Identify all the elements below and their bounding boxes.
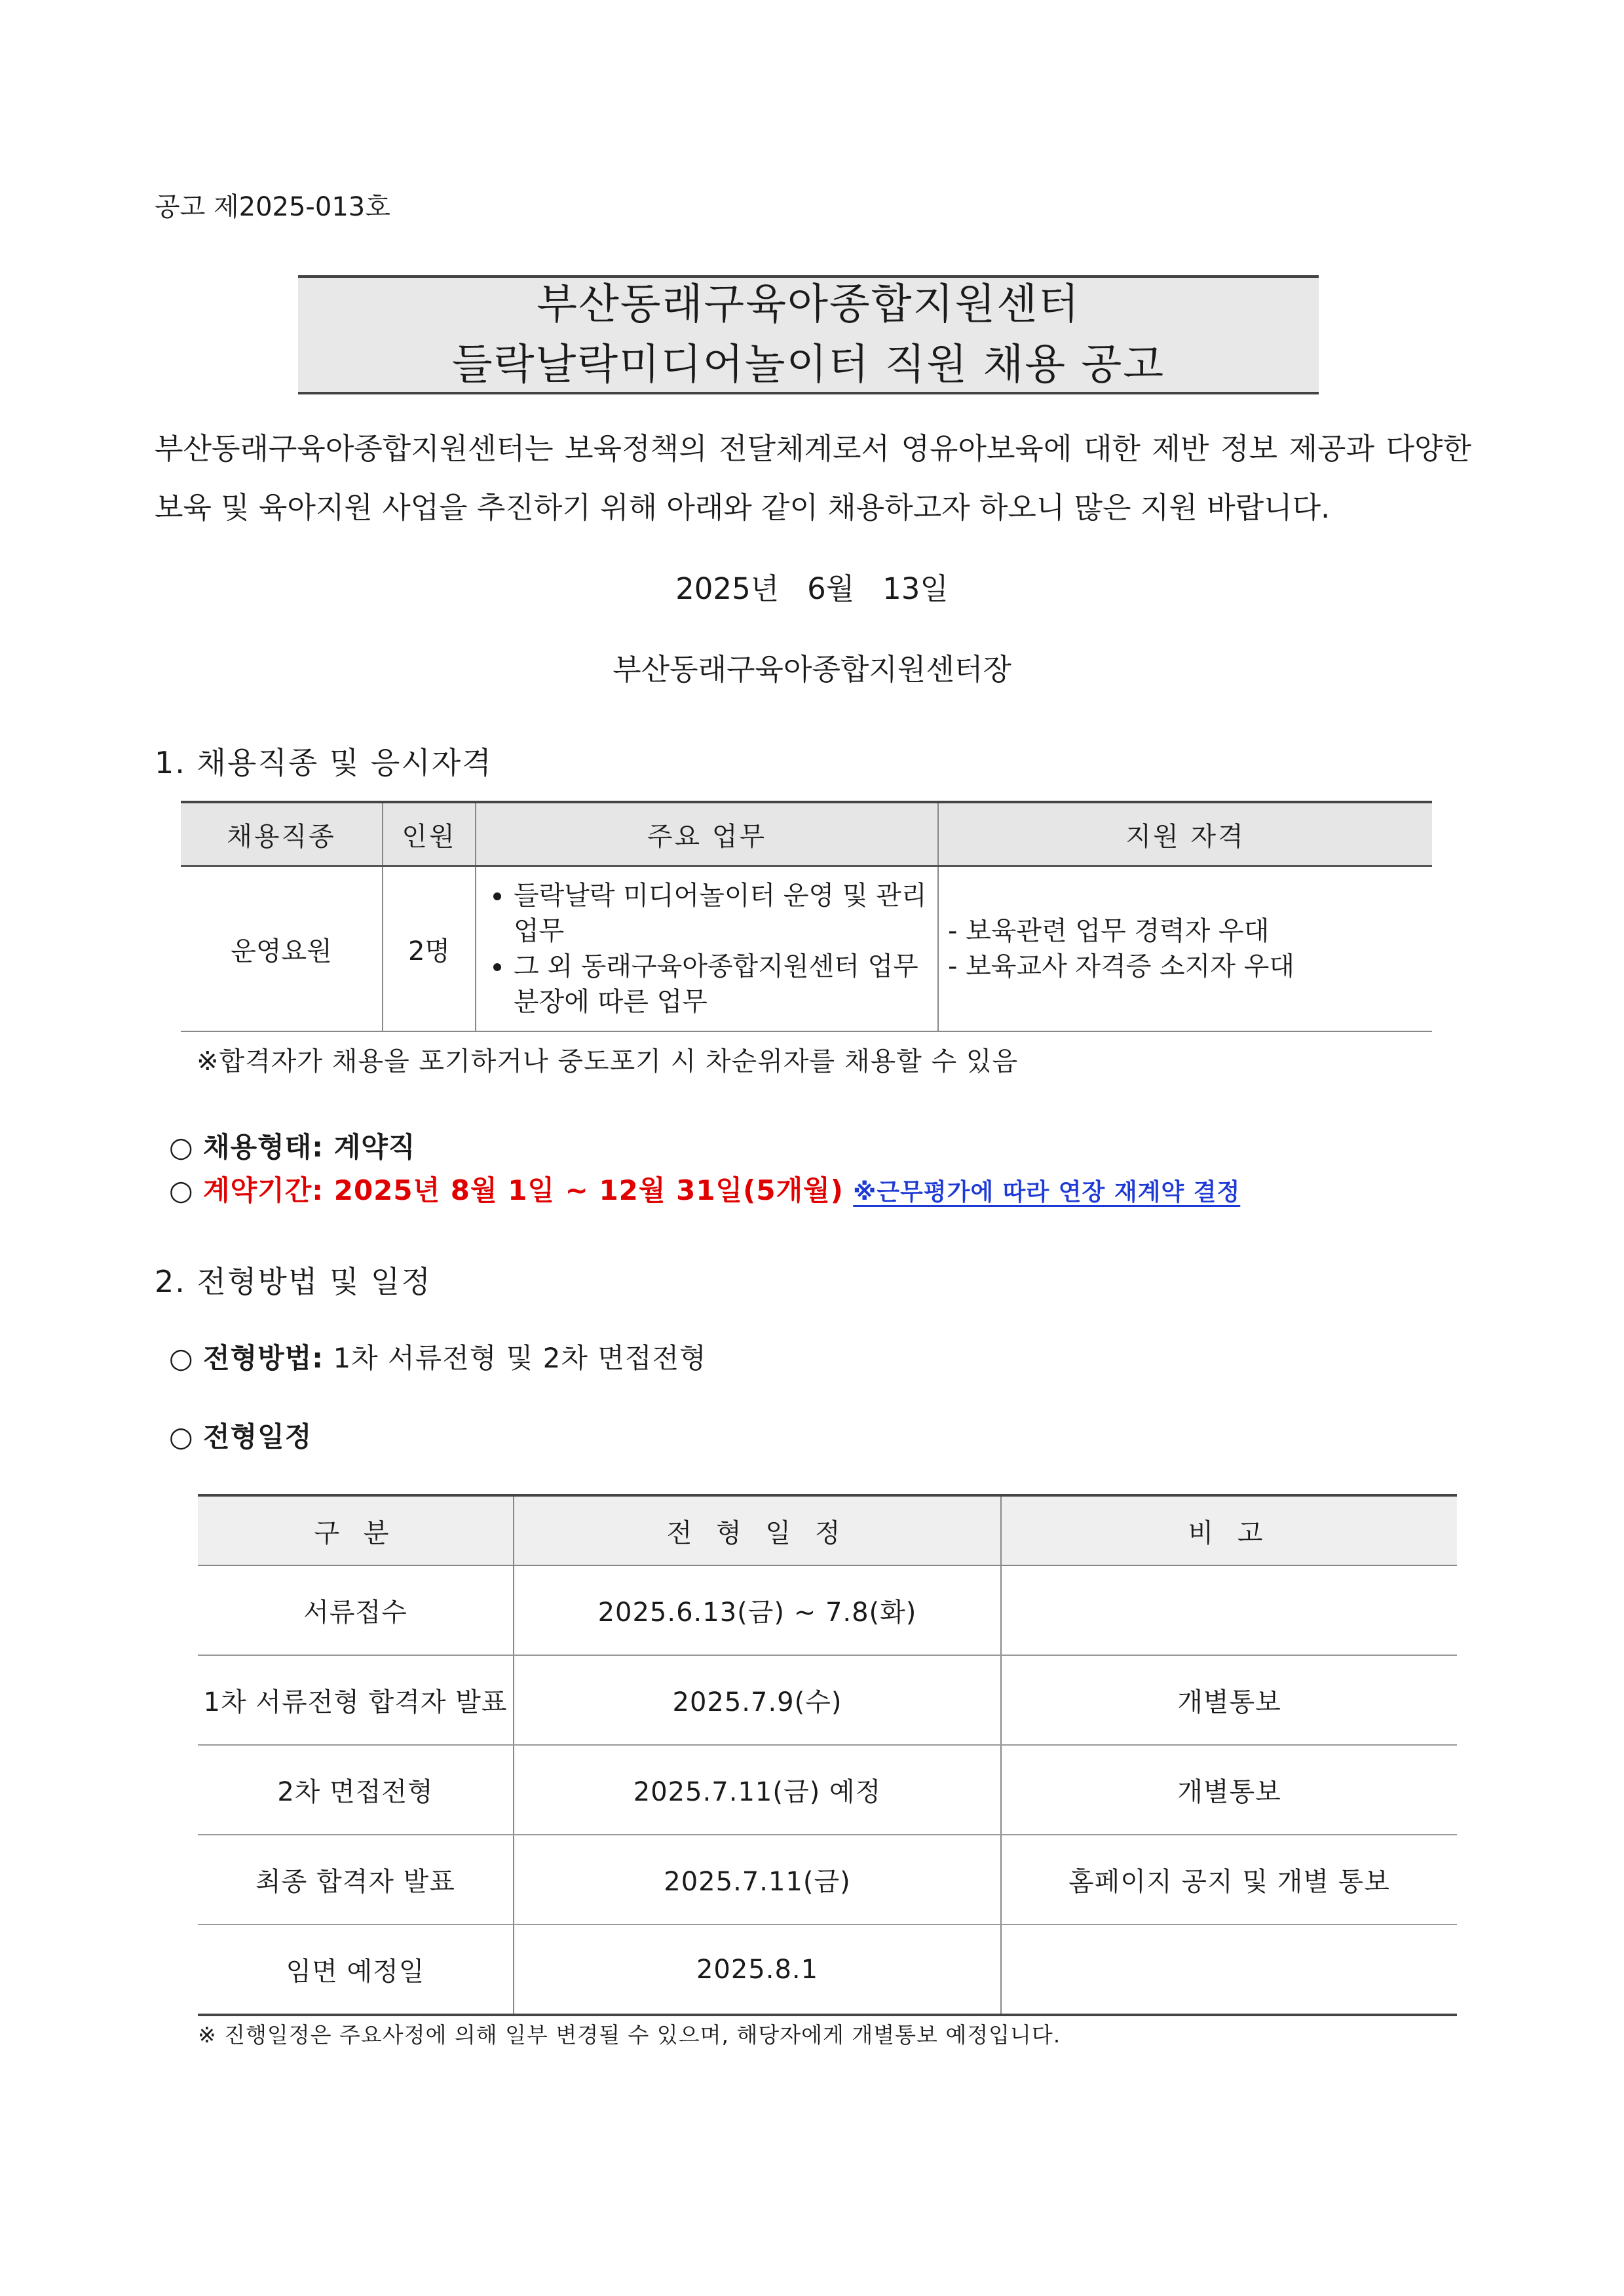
circle-bullet-icon: ○ — [169, 1421, 194, 1453]
cell-stage: 1차 서류전형 합격자 발표 — [198, 1655, 514, 1745]
employment-type — [169, 1126, 415, 1165]
circle-bullet-icon: ○ — [169, 1342, 194, 1374]
section-1-heading: 1. 채용직종 및 응시자격 — [155, 745, 493, 780]
cell-schedule: 2025.7.9(수) — [514, 1655, 1001, 1745]
schedule-heading — [169, 1415, 312, 1455]
cell-schedule: 2025.6.13(금) ~ 7.8(화) — [514, 1565, 1001, 1655]
section-2-heading: 2. 전형방법 및 일정 — [155, 1264, 432, 1299]
replacement-note: ※합격자가 채용을 포기하거나 중도포기 시 차순위자를 채용할 수 있음 — [197, 1046, 1019, 1077]
cell-stage: 2차 면접전형 — [198, 1745, 514, 1835]
issuer: 부산동래구육아종합지원센터장 — [613, 652, 1011, 687]
header-job: 채용직종 — [181, 802, 383, 866]
title-box — [298, 275, 1319, 394]
position-table — [181, 801, 1432, 1032]
header-count: 인원 — [383, 802, 476, 866]
header-schedule: 전 형 일 정 — [514, 1495, 1001, 1565]
position-table-header — [181, 802, 1432, 866]
table-row — [198, 1924, 1457, 2015]
selection-method-label: 전형방법: — [203, 1342, 324, 1374]
table-row — [198, 1745, 1457, 1835]
selection-method-value: 1차 서류전형 및 2차 면접전형 — [324, 1342, 707, 1374]
duty-item: • 그 외 동래구육아종합지원센터 업무 분장에 따른 업무 — [514, 949, 937, 1020]
cell-stage: 서류접수 — [198, 1565, 514, 1655]
table-row — [198, 1655, 1457, 1745]
schedule-table-header — [198, 1495, 1457, 1565]
schedule-note: ※ 진행일정은 주요사정에 의해 일부 변경될 수 있으며, 해당자에게 개별통보 예정입니다. — [198, 2022, 1061, 2048]
intro-paragraph: 부산동래구육아종합지원센터는 보육정책의 전달체계로서 영유아보육에 대한 제반 정보 제공과 다양한 보육 및 육아지원 사업을 추진하기 위해 아래와 같이 채용하고자 하오니 많은 지원 바랍니다. — [155, 431, 1471, 525]
cell-schedule: 2025.8.1 — [514, 1924, 1001, 2015]
header-stage: 구 분 — [198, 1495, 514, 1565]
employment-type-label: 채용형태: 계약직 — [203, 1131, 416, 1163]
cell-remark — [1001, 1565, 1457, 1655]
contract-period-label: 계약기간: 2025년 8월 1일 ~ 12월 31일(5개월) — [203, 1174, 844, 1206]
header-quals: 지원 자격 — [938, 802, 1432, 866]
header-remark: 비 고 — [1001, 1495, 1457, 1565]
header-duties: 주요 업무 — [476, 802, 938, 866]
cell-stage: 최종 합격자 발표 — [198, 1835, 514, 1924]
title-line-2: 들락날락미디어놀이터 직원 채용 공고 — [451, 341, 1165, 389]
cell-remark: 홈페이지 공지 및 개별 통보 — [1001, 1835, 1457, 1924]
table-row — [198, 1565, 1457, 1655]
table-row — [198, 1835, 1457, 1924]
cell-remark — [1001, 1924, 1457, 2015]
cell-remark: 개별통보 — [1001, 1655, 1457, 1745]
circle-bullet-icon: ○ — [169, 1131, 194, 1163]
cell-stage: 임면 예정일 — [198, 1924, 514, 2015]
qual-item: - 보육교사 자격증 소지자 우대 — [948, 951, 1294, 982]
selection-method — [169, 1337, 707, 1376]
cell-job: 운영요원 — [181, 866, 383, 1032]
renewal-note: ※근무평가에 따라 연장 재계약 결정 — [853, 1179, 1241, 1206]
cell-count: 2명 — [383, 866, 476, 1032]
contract-period — [169, 1169, 1240, 1208]
cell-remark: 개별통보 — [1001, 1745, 1457, 1835]
qual-item: - 보육관련 업무 경력자 우대 — [948, 916, 1270, 946]
duty-item: • 들락날락 미디어놀이터 운영 및 관리업무 — [514, 878, 937, 949]
cell-quals — [938, 866, 1432, 1032]
schedule-table — [198, 1494, 1457, 2016]
announcement-date: 2025년 6월 13일 — [675, 571, 949, 606]
cell-schedule: 2025.7.11(금) — [514, 1835, 1001, 1924]
cell-duties — [476, 866, 938, 1032]
cell-schedule: 2025.7.11(금) 예정 — [514, 1745, 1001, 1835]
notice-number: 공고 제2025-013호 — [155, 192, 390, 222]
title-line-1: 부산동래구육아종합지원센터 — [537, 280, 1080, 329]
table-row — [181, 866, 1432, 1032]
circle-bullet-icon: ○ — [169, 1174, 194, 1206]
schedule-heading-label: 전형일정 — [203, 1421, 312, 1453]
